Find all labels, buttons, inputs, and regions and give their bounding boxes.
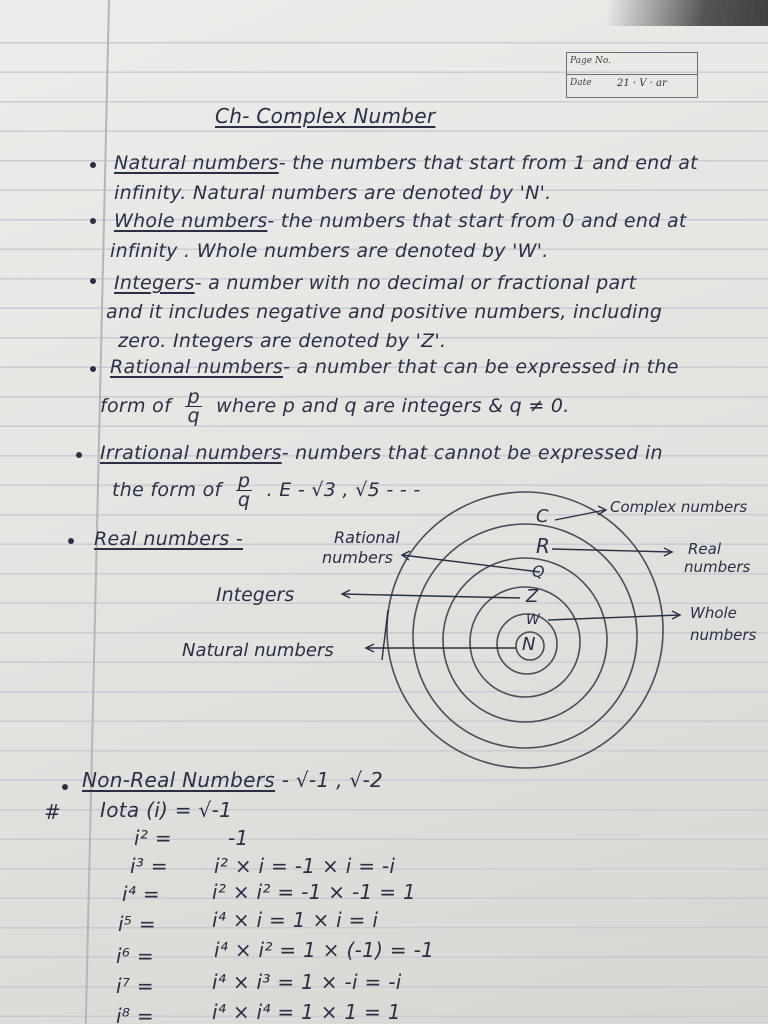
label-rational-line2: numbers [322, 548, 393, 567]
definition-integers-line1: - a number with no decimal or fractional part [194, 272, 637, 294]
power-rhs: -1 [228, 826, 249, 850]
power-lhs: i⁸ = [116, 1004, 154, 1024]
ring-letter-c: C [536, 506, 549, 527]
label-integers: Integers [216, 584, 295, 606]
fraction-denominator: q [187, 405, 200, 427]
ring-letter-n: N [522, 634, 536, 655]
arrow-real [552, 549, 672, 552]
fraction-numerator: p [187, 386, 200, 408]
form-of-text: the form of [112, 479, 222, 501]
arrow-complex [555, 510, 605, 520]
power-lhs: i³ = [130, 854, 168, 878]
date-label: Date [570, 78, 592, 88]
label-whole-line2: numbers [690, 626, 757, 644]
definition-rational-line1: - a number that can be expressed in the [283, 356, 679, 378]
term-integers: Integers [114, 272, 195, 294]
power-lhs: i⁷ = [116, 974, 154, 998]
label-whole-line1: Whole [690, 604, 737, 622]
arrow-integers [342, 594, 520, 598]
fraction-numerator: p [237, 470, 251, 492]
power-rhs: i² × i² = -1 × -1 = 1 [212, 880, 416, 904]
term-irrational: Irrational numbers [100, 442, 282, 464]
hash-mark: # [44, 800, 62, 824]
label-real-line2: numbers [684, 558, 751, 576]
form-of-text: form of [100, 395, 172, 417]
bullet [62, 784, 68, 790]
date-value: 21 · V · ar [617, 78, 667, 89]
definition-whole-line1: - the numbers that start from 0 and end at [267, 210, 687, 232]
non-real-line [82, 768, 383, 792]
label-complex-numbers: Complex numbers [610, 498, 748, 516]
definition-irrational-line1: - numbers that cannot be expressed in [281, 442, 663, 464]
power-rhs: i⁴ × i = 1 × i = i [212, 908, 379, 932]
definition-natural-line1: - the numbers that start from 1 and end at [278, 152, 698, 174]
page-no-label: Page No. [570, 56, 611, 66]
power-lhs: i⁴ = [122, 882, 160, 906]
non-real-examples: - √-1 , √-2 [281, 768, 384, 792]
iota-definition: Iota (i) = √-1 [100, 798, 233, 822]
ring-letter-z: Z [526, 586, 539, 607]
circle-complex [387, 492, 663, 768]
ring-letter-q: Q [532, 562, 545, 581]
label-real-line1: Real [688, 540, 722, 558]
power-rhs: i⁴ × i⁴ = 1 × 1 = 1 [212, 1000, 401, 1024]
power-rhs: i⁴ × i³ = 1 × -i = -i [212, 970, 402, 994]
power-lhs: i² = [134, 826, 172, 850]
page-title: Ch- Complex Number [215, 104, 436, 128]
definition-whole-line2: infinity . Whole numbers are denoted by 'W'. [110, 240, 549, 262]
definition-natural-line2: infinity. Natural numbers are denoted by 'N'. [114, 182, 552, 204]
definition-integers-line2: and it includes negative and positive numbers, including [106, 301, 663, 323]
term-whole: Whole numbers [114, 210, 268, 232]
power-lhs: i⁶ = [116, 944, 154, 968]
real-numbers-heading: Real numbers - [94, 528, 244, 550]
arrow-whole [548, 615, 680, 620]
power-rhs: i⁴ × i² = 1 × (-1) = -1 [214, 938, 435, 962]
fraction-denominator: q [237, 489, 251, 511]
ring-letter-r: R [536, 534, 550, 558]
irrational-examples: . E - √3 , √5 - - - [266, 479, 421, 501]
non-real-heading: Non-Real Numbers [82, 768, 276, 792]
definition-integers-line3: zero. Integers are denoted by 'Z'. [118, 330, 447, 352]
label-rational-line1: Rational [334, 528, 400, 547]
label-natural-numbers: Natural numbers [182, 640, 334, 661]
power-rhs: i² × i = -1 × i = -i [214, 854, 396, 878]
ring-letter-w: W [526, 612, 540, 628]
definition-rational-condition: where p and q are integers & q ≠ 0. [216, 395, 570, 417]
term-rational: Rational numbers [110, 356, 284, 378]
term-natural: Natural numbers [114, 152, 279, 174]
power-lhs: i⁵ = [118, 912, 156, 936]
